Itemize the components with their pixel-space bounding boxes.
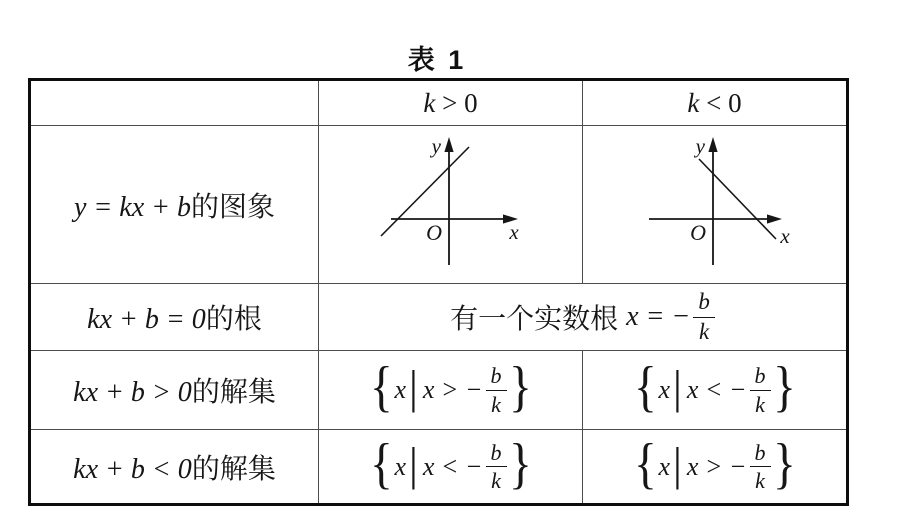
set-variable: x (658, 451, 671, 481)
set-condition: x < − (422, 451, 483, 481)
root-expression (450, 289, 715, 345)
header-k-negative-rel: < 0 (699, 87, 742, 118)
fraction-b-over-k (750, 440, 771, 494)
row-label-solution-less-zh: 的解集 (191, 453, 276, 485)
right-brace: } (508, 356, 532, 418)
row-label-solution-less-math: kx + b < 0 (73, 453, 192, 485)
fraction-b-over-k (486, 363, 507, 417)
origin-label: O (425, 220, 442, 245)
row-label-graph-math: y = kx + b (73, 191, 192, 223)
graph-row (30, 126, 848, 284)
fraction-numerator: b (750, 363, 771, 390)
set-bar: | (409, 361, 418, 414)
set-condition: x > − (686, 451, 747, 481)
set-condition: x > − (422, 375, 483, 404)
fraction-numerator: b (750, 440, 771, 467)
row-label-solution-greater (30, 351, 319, 430)
header-k-negative-var: k (687, 87, 700, 118)
solution-set (368, 432, 534, 498)
left-brace: { (633, 432, 657, 495)
line-negative-slope (699, 159, 776, 239)
y-axis-label: y (695, 134, 705, 158)
solution-cell-gt0-kneg (583, 351, 848, 430)
x-axis-label: x (508, 220, 519, 244)
linear-function-table (28, 78, 849, 506)
graph-cell-k-positive (319, 126, 583, 284)
right-brace: } (772, 356, 796, 418)
header-k-positive-var: k (423, 87, 436, 118)
row-label-root-zh: 的根 (205, 304, 262, 335)
solution-set (632, 432, 798, 498)
root-text-zh: 有一个实数根 (450, 304, 619, 335)
graph-k-positive (361, 133, 541, 271)
fraction-numerator: b (693, 289, 715, 317)
row-label-root-math: kx + b = 0 (87, 304, 206, 335)
fraction-denominator: k (755, 468, 765, 493)
solution-cell-lt0-kpos (319, 430, 583, 505)
row-label-solution-less (30, 430, 319, 505)
fraction-denominator: k (699, 318, 710, 344)
row-label-graph (30, 126, 319, 284)
left-brace: { (369, 356, 393, 418)
graph-cell-k-negative (583, 126, 848, 284)
set-variable: x (658, 375, 671, 404)
header-k-positive (319, 80, 583, 126)
set-bar: | (673, 438, 682, 490)
table-title: 表 1 (407, 45, 467, 75)
header-k-negative (583, 80, 848, 126)
row-label-solution-greater-math: kx + b > 0 (73, 377, 192, 408)
set-bar: | (409, 438, 418, 490)
y-axis-arrow-icon (444, 137, 453, 152)
y-axis-arrow-icon (708, 137, 717, 152)
x-axis-arrow-icon (767, 214, 782, 223)
solution-row-greater (30, 351, 848, 430)
fraction-b-over-k (486, 440, 507, 494)
root-row (30, 284, 848, 351)
row-label-solution-greater-zh: 的解集 (191, 377, 276, 408)
header-empty-cell (30, 80, 319, 126)
fraction-numerator: b (486, 440, 507, 467)
root-equation: x = − (626, 301, 691, 332)
origin-label: O (689, 220, 706, 245)
solution-set (368, 356, 534, 421)
header-k-positive-rel: > 0 (435, 87, 478, 118)
solution-row-less (30, 430, 848, 505)
header-row (30, 80, 848, 126)
solution-cell-gt0-kpos (319, 351, 583, 430)
set-variable: x (394, 375, 407, 404)
set-bar: | (673, 361, 682, 414)
fraction-numerator: b (486, 363, 507, 390)
graph-k-negative (625, 133, 805, 271)
set-condition: x < − (686, 375, 747, 404)
fraction-b-over-k (750, 363, 771, 417)
root-value-cell (319, 284, 848, 351)
fraction-denominator: k (491, 468, 501, 493)
set-variable: x (394, 451, 407, 481)
solution-cell-lt0-kneg (583, 430, 848, 505)
line-positive-slope (381, 147, 469, 236)
x-axis-label: x (779, 224, 790, 248)
y-axis-label: y (431, 134, 441, 158)
fraction-denominator: k (491, 391, 501, 417)
right-brace: } (508, 432, 532, 495)
right-brace: } (772, 432, 796, 495)
row-label-root (30, 284, 319, 351)
fraction-b-over-k (693, 289, 715, 345)
left-brace: { (633, 356, 657, 418)
fraction-denominator: k (755, 391, 765, 417)
row-label-graph-zh: 的图象 (191, 191, 276, 223)
solution-set (632, 356, 798, 421)
left-brace: { (369, 432, 393, 495)
